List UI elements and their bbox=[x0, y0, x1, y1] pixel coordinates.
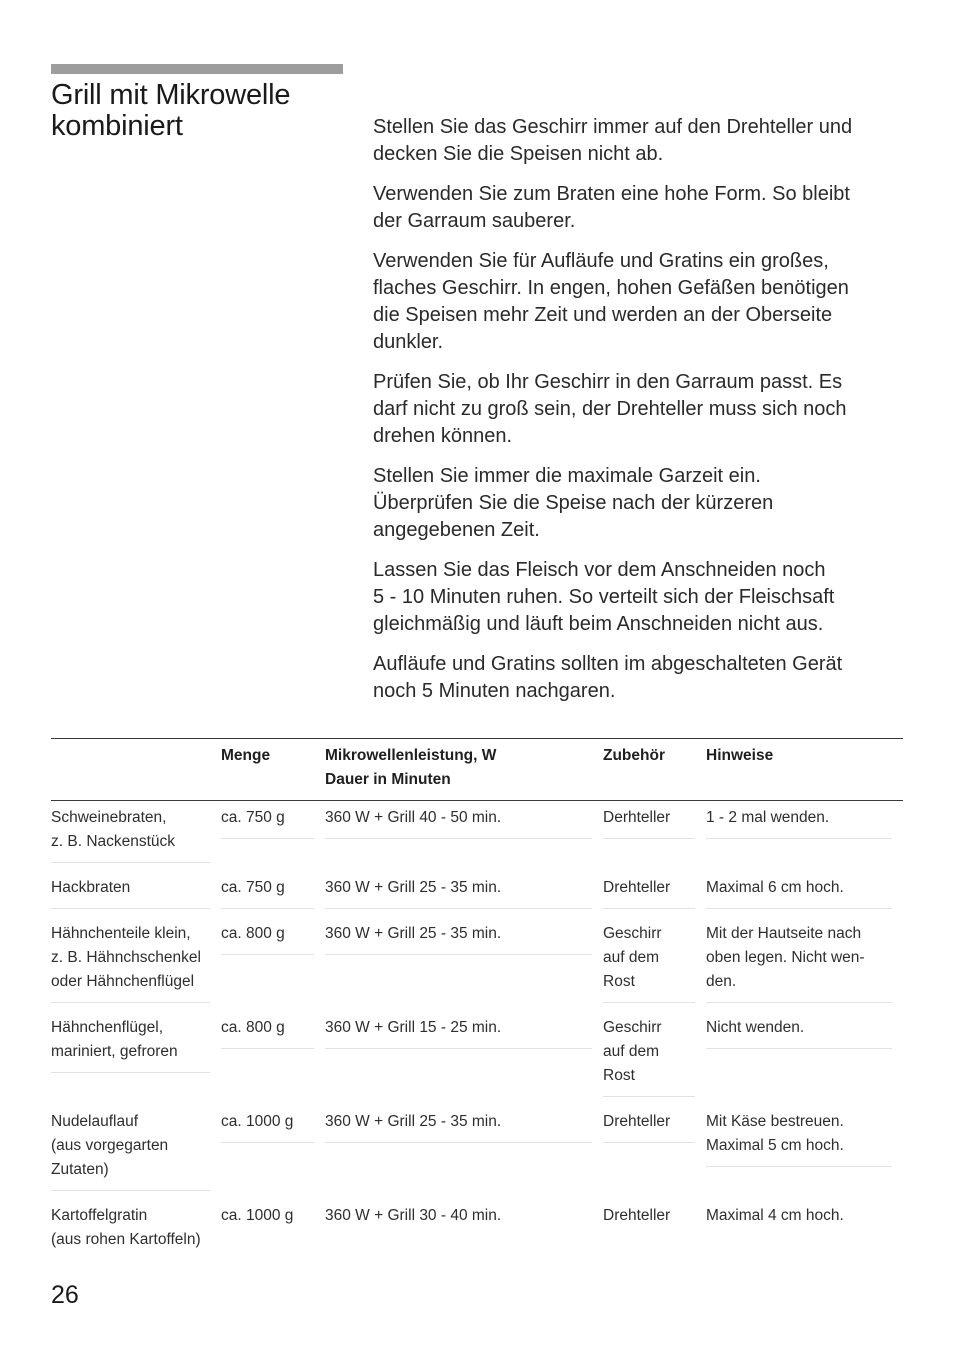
cell-hinweise: Maximal 4 cm hoch. bbox=[706, 1207, 844, 1224]
header-leistung: Mikrowellenleistung, W Dauer in Minuten bbox=[325, 739, 603, 801]
cell-menge: ca. 800 g bbox=[221, 1016, 314, 1049]
paragraph: Lassen Sie das Fleisch vor dem Anschneiden noch 5 - 10 Minuten ruhen. So verteilt sich der Fleischsaft gleichmäßig und läuft beim Anschneiden nicht aus. bbox=[373, 559, 835, 635]
paragraph: Stellen Sie immer die maximale Garzeit ein. Überprüfen Sie die Speise nach der kürzeren angegebenen Zeit. bbox=[373, 465, 774, 541]
section-title-line-2: kombiniert bbox=[51, 110, 183, 142]
cell-menge: ca. 800 g bbox=[221, 922, 314, 955]
cell-dish: Nudelauflauf (aus vorgegarten Zutaten) bbox=[51, 1110, 210, 1191]
cell-dish: Kartoffelgratin (aus rohen Kartoffeln) bbox=[51, 1207, 201, 1248]
cell-dish: Hähnchenflügel, mariniert, gefroren bbox=[51, 1016, 210, 1073]
cooking-table bbox=[51, 738, 903, 1268]
paragraph: Verwenden Sie zum Braten eine hohe Form. So bleibt der Garraum sauberer. bbox=[373, 183, 850, 232]
table-row bbox=[51, 1105, 903, 1199]
cell-zubehoer: Drehteller bbox=[603, 1110, 695, 1143]
cell-leistung: 360 W + Grill 25 - 35 min. bbox=[325, 876, 592, 909]
header-menge: Menge bbox=[221, 739, 325, 801]
cell-menge: ca. 750 g bbox=[221, 876, 314, 909]
header-zubehoer: Zubehör bbox=[603, 739, 706, 801]
paragraph: Stellen Sie das Geschirr immer auf den Drehteller und decken Sie die Speisen nicht ab. bbox=[373, 116, 853, 165]
cell-menge: ca. 750 g bbox=[221, 806, 314, 839]
header-dish bbox=[51, 739, 221, 801]
cell-leistung: 360 W + Grill 25 - 35 min. bbox=[325, 1110, 592, 1143]
table-header-row bbox=[51, 739, 903, 801]
header-hinweise: Hinweise bbox=[706, 739, 903, 801]
cell-hinweise: 1 - 2 mal wenden. bbox=[706, 806, 892, 839]
section-title bbox=[51, 80, 351, 142]
cell-zubehoer: Drehteller bbox=[603, 876, 695, 909]
cell-zubehoer: Drehteller bbox=[603, 1207, 671, 1224]
section-rule bbox=[51, 64, 343, 74]
table-row bbox=[51, 1199, 903, 1268]
paragraph: Prüfen Sie, ob Ihr Geschirr in den Garraum passt. Es darf nicht zu groß sein, der Drehteller muss sich noch drehen können. bbox=[373, 371, 847, 447]
cell-dish: Schweinebraten, z. B. Nackenstück bbox=[51, 806, 210, 863]
cell-zubehoer: Derhteller bbox=[603, 806, 695, 839]
table-row bbox=[51, 871, 903, 917]
cell-leistung: 360 W + Grill 15 - 25 min. bbox=[325, 1016, 592, 1049]
cell-dish: Hackbraten bbox=[51, 876, 210, 909]
cell-zubehoer: Geschirr auf dem Rost bbox=[603, 922, 695, 1003]
cell-hinweise: Maximal 6 cm hoch. bbox=[706, 876, 892, 909]
paragraph: Verwenden Sie für Aufläufe und Gratins ein großes, flaches Geschirr. In engen, hohen Gefäßen benötigen die Speisen mehr Zeit und werden an der Oberseite dunkler. bbox=[373, 250, 849, 353]
table-row bbox=[51, 917, 903, 1011]
cell-dish: Hähnchenteile klein, z. B. Hähnchschenkel oder Hähnchenflügel bbox=[51, 922, 210, 1003]
cell-menge: ca. 1000 g bbox=[221, 1110, 314, 1143]
cell-zubehoer: Geschirr auf dem Rost bbox=[603, 1016, 695, 1097]
cell-hinweise: Nicht wenden. bbox=[706, 1016, 892, 1049]
table-row bbox=[51, 801, 903, 871]
cell-leistung: 360 W + Grill 25 - 35 min. bbox=[325, 922, 592, 955]
cell-hinweise: Mit der Hautseite nach oben legen. Nicht wen- den. bbox=[706, 922, 892, 1003]
cell-leistung: 360 W + Grill 40 - 50 min. bbox=[325, 806, 592, 839]
cell-leistung: 360 W + Grill 30 - 40 min. bbox=[325, 1207, 502, 1224]
page-number: 26 bbox=[51, 1281, 79, 1309]
table-row bbox=[51, 1011, 903, 1105]
instructions-text bbox=[373, 114, 913, 718]
paragraph: Aufläufe und Gratins sollten im abgeschalteten Gerät noch 5 Minuten nachgaren. bbox=[373, 653, 843, 702]
cell-hinweise: Mit Käse bestreuen. Maximal 5 cm hoch. bbox=[706, 1110, 892, 1167]
section-title-line-1: Grill mit Mikrowelle bbox=[51, 79, 291, 111]
cell-menge: ca. 1000 g bbox=[221, 1207, 294, 1224]
